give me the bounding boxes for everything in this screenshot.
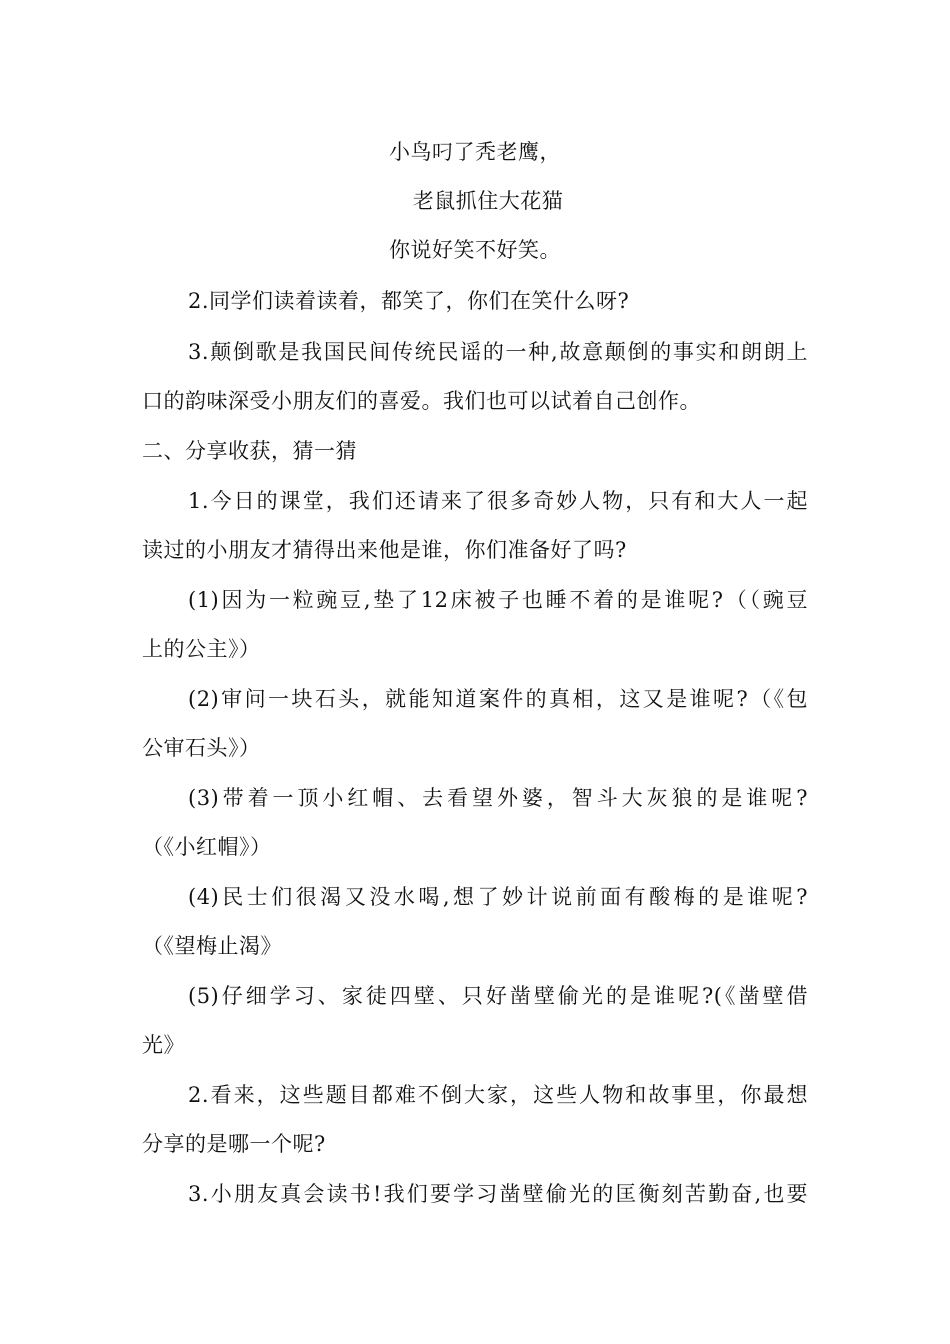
riddle-3-line-1: (3)带着一顶小红帽、去看望外婆，智斗大灰狼的是谁呢? [188, 786, 808, 810]
riddle-1-line-1: (1)因为一粒豌豆,垫了12床被子也睡不着的是谁呢?（（豌豆 [188, 588, 808, 612]
poem-line-2: 老鼠抓住大花猫 [412, 189, 564, 213]
question-2: 2.同学们读着读着，都笑了，你们在笑什么呀? [188, 289, 630, 313]
riddle-2-line-1: (2)审问一块石头，就能知道案件的真相，这又是谁呢?（《包 [188, 687, 808, 711]
poem-line-3: 你说好笑不好笑。 [389, 238, 561, 262]
riddle-3-line-2: （《小红帽》） [142, 835, 272, 859]
riddle-4-line-2: （《望梅止渴》 [142, 934, 282, 958]
paragraph-2-line-2: 分享的是哪一个呢? [142, 1132, 326, 1156]
paragraph-1-line-2: 读过的小朋友才猜得出来他是谁，你们准备好了吗? [142, 538, 627, 562]
riddle-5-line-1: (5)仔细学习、家徒四壁、只好凿壁偷光的是谁呢?(《凿壁借 [188, 984, 808, 1008]
riddle-2-line-2: 公审石头》） [142, 736, 261, 760]
paragraph-1-line-1: 1.今日的课堂，我们还请来了很多奇妙人物，只有和大人一起 [188, 489, 808, 513]
poem-line-1: 小鸟叼了秃老鹰， [389, 140, 561, 164]
section-heading: 二、分享收获，猜一猜 [142, 439, 357, 463]
paragraph-3-line-1: 3.小朋友真会读书!我们要学习凿壁偷光的匡衡刻苦勤奋,也要 [188, 1182, 808, 1206]
riddle-1-line-2: 上的公主》） [142, 637, 261, 661]
riddle-4-line-1: (4)民士们很渴又没水喝,想了妙计说前面有酸梅的是谁呢? [188, 885, 808, 909]
riddle-5-line-2: 光》 [142, 1033, 185, 1057]
question-3-line-1: 3.颠倒歌是我国民间传统民谣的一种,故意颠倒的事实和朗朗上 [188, 340, 808, 364]
paragraph-2-line-1: 2.看来，这些题目都难不倒大家，这些人物和故事里，你最想 [188, 1083, 808, 1107]
question-3-line-2: 口的韵味深受小朋友们的喜爱。我们也可以试着自己创作。 [142, 389, 701, 413]
